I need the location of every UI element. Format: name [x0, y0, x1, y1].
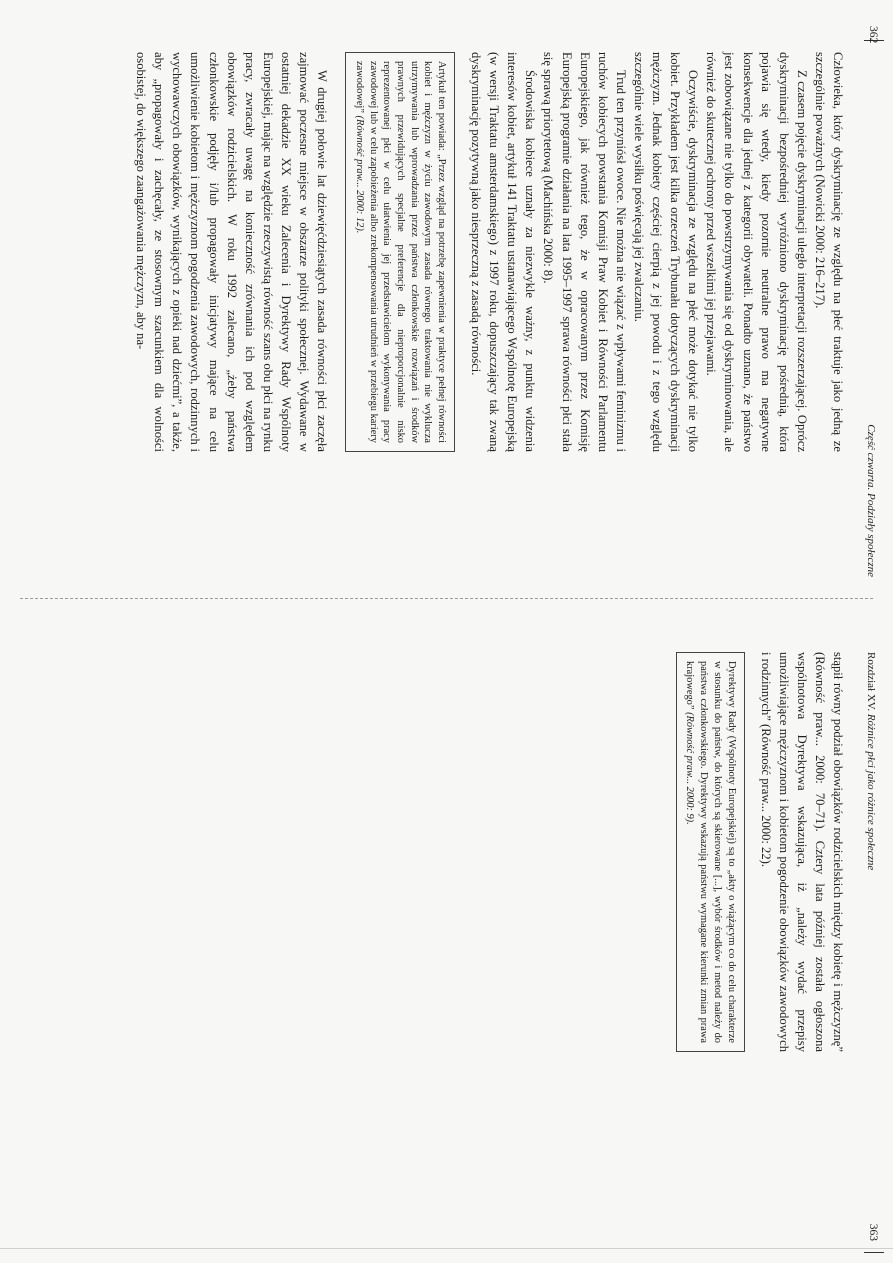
- running-head: Część czwarta. Podziały społeczne: [865, 424, 877, 577]
- text-column: [662, 652, 847, 1052]
- paragraph: W drugiej połowie lat dziewięćdziesiątych zasada równości płci zaczęła zajmować poczesne miejsce w obszarze polityki społecznej. Wydawane w ostatniej dekadzie XX wieku Zalecenia i Dyrektywy Rady Wspólnoty Europejskiej, mając na względzie rzeczywistą równość szans obu płci na rynku pracy, zwracały uwagę na konieczność zrównania ich pod względem obowiązków rodzicielskich. W roku 1992 zalecano, „żeby państwa członkowskie podjęły i/lub propagowały inicjatywy mające na celu umożliwienie kobietom i mężczyznom pogodzenia zawodowych, rodzinnych i wychowawczych obowiązków, wynikających z opieki nad dziećmi”, a także, aby „propagowały i zachęcały, ze stosownym szacunkiem dla wolności osobistej, do większego zaangażowania mężczyzn, aby na-: [134, 52, 330, 452]
- paragraph: Z czasem pojęcie dyskryminacji uległo interpretacji rozszerzającej. Oprócz dyskryminacji bezpośredniej wyróżniono dyskryminację pośrednią, która pojawia się wtedy, kiedy pozornie neutralne prawo ma negatywne konsekwencje dla jednej z kategorii obywateli. Ponadto uznano, że państwo jest zobowiązane nie tylko do powstrzymywania się od dyskryminowania, ale również do skutecznej ochrony przed wszelkimi jej przejawami.: [704, 52, 809, 452]
- paragraph: stąpił równy podział obowiązków rodzicielskich między kobietę i mężczyznę” (Równość praw... 2000: 70–71). Cztery lata później została ogłoszona wspólnotowa Dyrektywa wskazująca, iż „należy wydać przepisy umożliwiające mężczyznom i kobietom pogodzenie obowiązków zawodowych i rodzinnych” (Równość praw... 2000: 22).: [758, 652, 845, 1052]
- text-column: [132, 52, 847, 452]
- paragraph: Oczywiście, dyskryminacja ze względu na płeć może dotykać nie tylko kobiet. Przykładem jest kilka orzeczeń Trybunału dotyczących dyskryminacji mężczyzn. Jednak kobiety częściej cierpią z jej powodu i z tego względu szczególnie wiele wysiłku poświęcają jej zwalczaniu.: [631, 52, 701, 452]
- scan-fold-line: [20, 598, 873, 599]
- scan-edge: [0, 1248, 893, 1249]
- running-head: [865, 652, 877, 870]
- box-citation: (Równość praw... 2000: 9).: [684, 712, 696, 825]
- box-citation: (Równość praw... 2000: 12).: [353, 115, 365, 234]
- running-head-chapter: Rozdział XV.: [865, 652, 877, 712]
- page-number: 363: [867, 1223, 879, 1241]
- paragraph: Trud ten przyniósł owoce. Nie można nie wiązać z wpływami feminizmu i ruchów kobiecych powstania Komisji Praw Kobiet i Równości Parlamentu Europejskiego, jak również tego, że w opracowanym przez Komisję Europejską programie działania na lata 1995–1997 sprawa równości płci stała się sprawą priorytetową (Machińska 2000: 8).: [541, 52, 628, 452]
- box-text: Artykuł ten powiada: „Przez wzgląd na potrzebę zapewnienia w praktyce pełnej równości kobiet i mężczyzn w życiu zawodowym zasada równego traktowania nie wyklucza utrzymywania lub wprowadzania przez państwa członkowskie rozwiązań i środków prawnych przewidujących specjalne preferencje dla nieproporcjonalnie nisko reprezentowanej płci w celu ułatwienia jej przedstawicielom wykonywania pracy zawodowej lub w celu zapobieżenia albo zrekompensowania utrudnień w przebiegu kariery zawodowej”: [353, 61, 448, 443]
- right-page: [0, 632, 893, 1263]
- box-text: Dyrektywy Rady (Wspólnoty Europejskiej) są to „akty o wiążącym co do celu charakterze w stosunku do państw, do których są skierowane [...], wybór środków i metod należy do państwa członkowskiego. Dyrektywy wskazują państwu wymagane kierunki zmian prawa krajowego”: [684, 661, 737, 1043]
- page-number: 362: [867, 26, 879, 44]
- paragraph: Środowiska kobiece uznały za niezwykle ważny, z punktu widzenia interesów kobiet, artykuł 141 Traktatu ustanawiającego Wspólnotę Europejską (w wersji Traktatu amsterdamskiego) z 1997 roku, dopuszczający tak zwaną dyskryminację pozytywną jako niesprzeczną z zasadą równości.: [469, 52, 538, 452]
- paragraph: Człowieka, który dyskryminację ze względu na płeć traktuje jako jedną ze szczególnie poważnych (Nowicki 2000: 216–217).: [812, 52, 845, 452]
- running-head-title: Różnice płci jako różnice społeczne: [865, 713, 877, 871]
- quote-box: [345, 52, 455, 452]
- folio-rule: [864, 1252, 884, 1253]
- definition-box: [676, 652, 745, 1052]
